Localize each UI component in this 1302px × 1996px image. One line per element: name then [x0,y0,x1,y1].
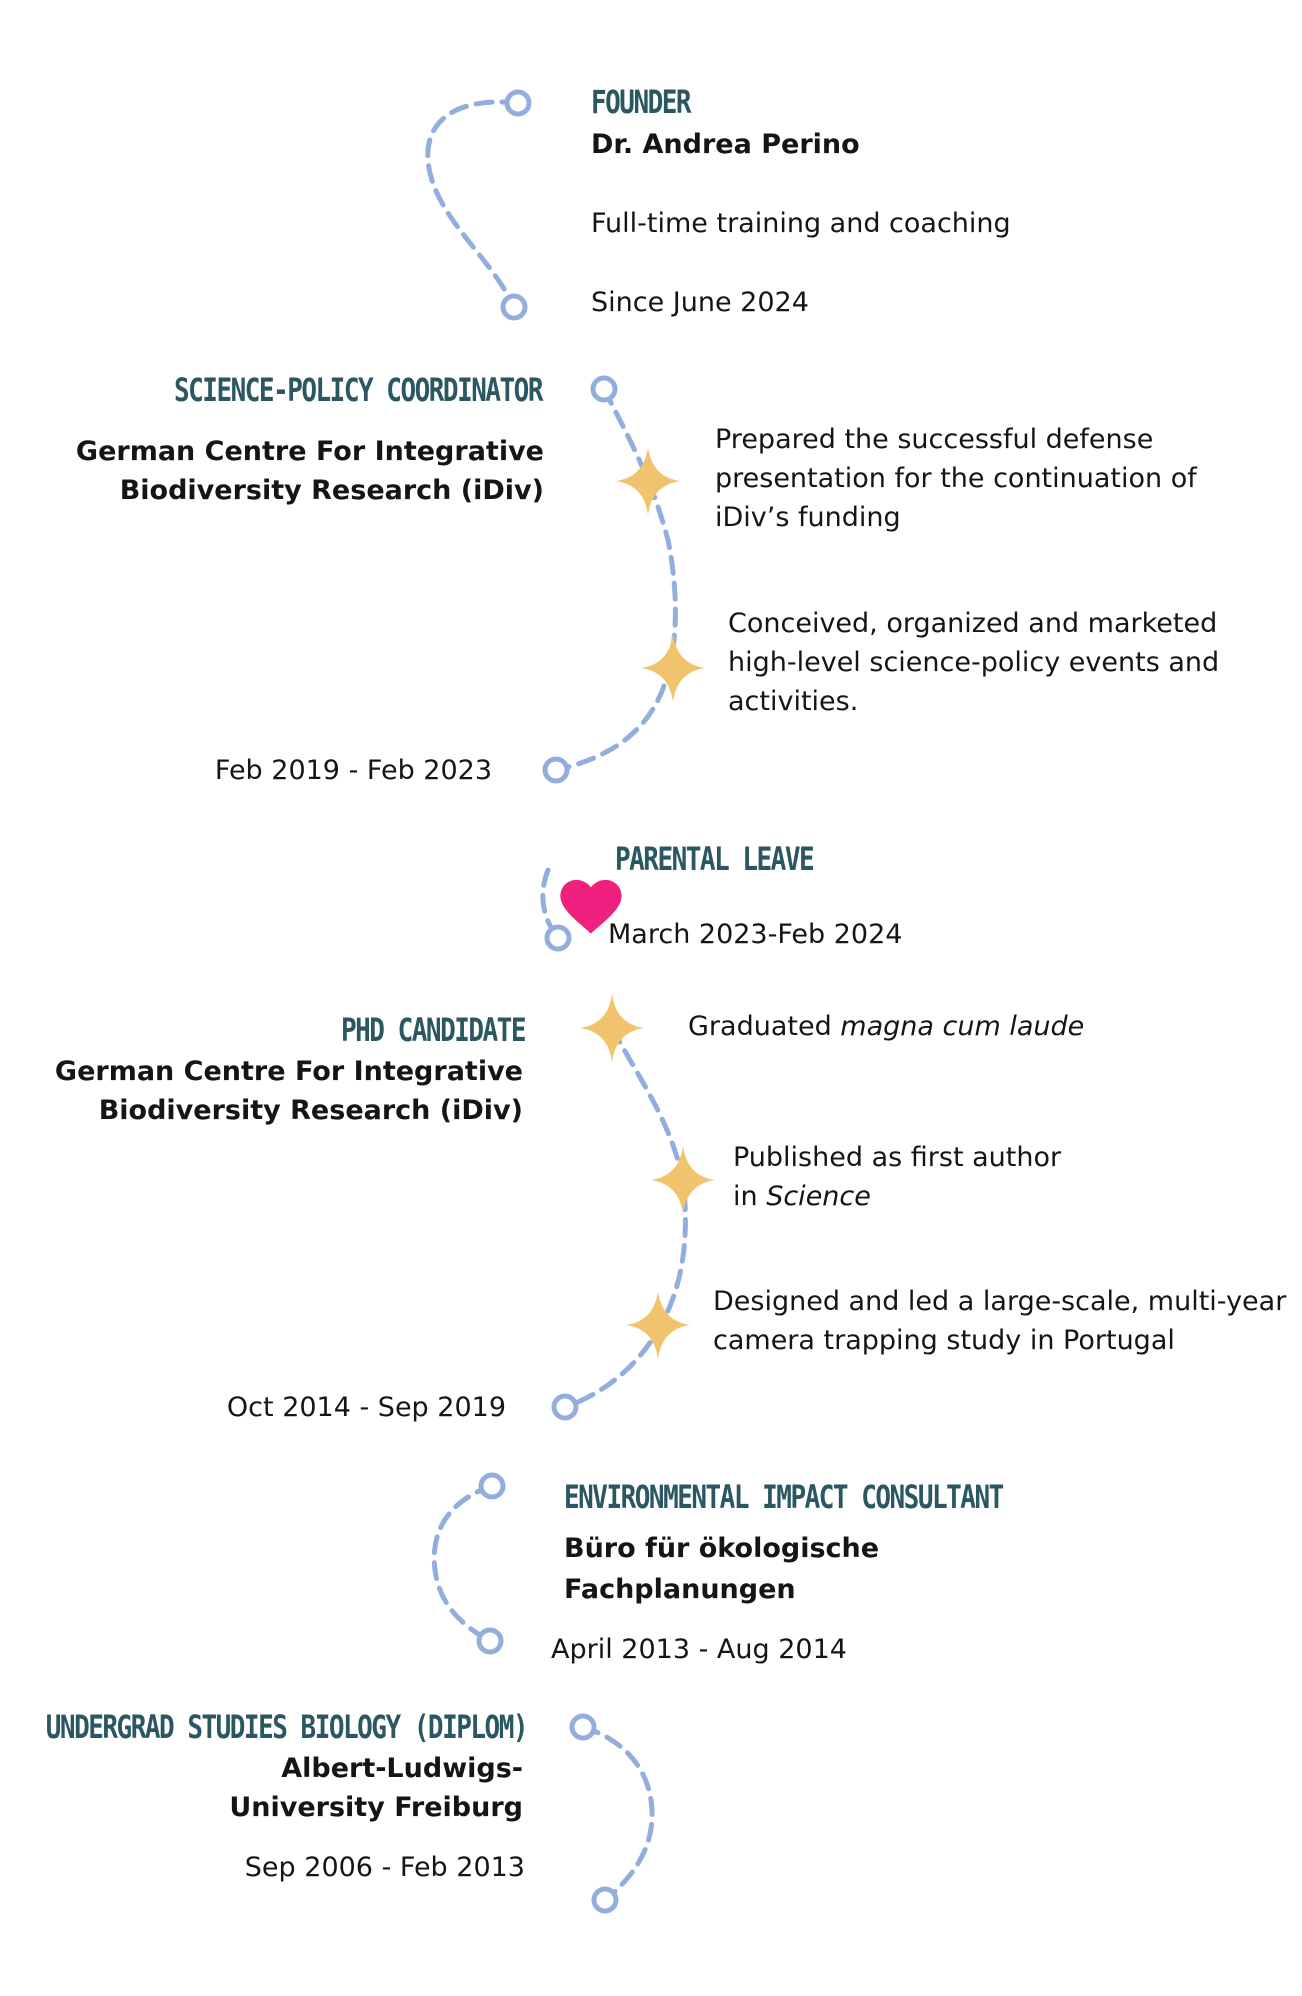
phd-highlight-3 [713,1282,1286,1360]
highlight-line: Conceived, organized and marketed [728,608,1218,639]
phd-date: Oct 2014 - Sep 2019 [226,1392,506,1423]
path-phd [565,1028,685,1407]
founder-name: Dr. Andrea Perino [591,129,860,160]
highlight-text: in [733,1181,767,1212]
highlight-italic: Science [766,1181,871,1212]
parental-leave-role: PARENTAL LEAVE [615,842,814,879]
highlight-italic: magna cum laude [840,1011,1085,1042]
node-circle-icon [594,1889,616,1911]
undergrad-date: Sep 2006 - Feb 2013 [244,1852,525,1883]
environmental-date: April 2013 - Aug 2014 [551,1634,847,1665]
phd-org-line2: Biodiversity Research (iDiv) [98,1095,523,1126]
highlight-line: camera trapping study in Portugal [713,1325,1175,1356]
star-icon [641,634,705,702]
phd-org-line1: German Centre For Integrative [54,1056,523,1087]
undergrad-org [229,1749,523,1827]
path-undergrad [583,1727,652,1900]
node-circle-icon [479,1630,501,1652]
star-icon [651,1146,715,1214]
science-policy-role: SCIENCE-POLICY COORDINATOR [174,373,542,410]
highlight-text: Graduated [688,1011,841,1042]
environmental-org-line1: Büro für ökologische [564,1533,880,1564]
node-circle-icon [481,1475,503,1497]
founder-role: FOUNDER [591,85,691,122]
science-policy-org-line1: German Centre For Integrative [75,436,544,467]
path-science-policy [556,389,675,770]
highlight-line: high-level science-policy events and [728,647,1220,678]
phd-org [55,1052,523,1130]
star-icon [580,994,644,1062]
highlight-line [733,1177,1061,1216]
parental-leave-date: March 2023-Feb 2024 [608,919,903,950]
highlight-line: activities. [728,686,859,717]
highlight-line: Prepared the successful defense [715,424,1154,455]
highlight-line: iDiv’s funding [715,502,901,533]
environmental-role: ENVIRONMENTAL IMPACT CONSULTANT [564,1480,1003,1517]
undergrad-org-line2: University Freiburg [229,1792,523,1823]
phd-role: PHD CANDIDATE [341,1013,525,1050]
highlight-line: Published as first author [733,1142,1062,1173]
science-policy-highlight-2 [728,604,1219,721]
undergrad-role: UNDERGRAD STUDIES BIOLOGY (DIPLOM) [45,1710,527,1747]
node-circle-icon [572,1716,594,1738]
highlight-line: Designed and led a large-scale, multi-year [713,1286,1287,1317]
undergrad-org-line1: Albert-Ludwigs- [281,1753,523,1784]
node-circle-icon [554,1396,576,1418]
star-icon [626,1291,690,1359]
node-circle-icon [593,378,615,400]
science-policy-date: Feb 2019 - Feb 2023 [214,755,492,786]
node-circle-icon [507,92,529,114]
environmental-org [564,1528,879,1610]
phd-highlight-1 [688,1007,1084,1046]
phd-highlight-2 [733,1138,1061,1216]
environmental-org-line2: Fachplanungen [564,1574,796,1605]
path-founder [428,102,518,307]
highlight-line: presentation for the continuation of [715,463,1197,494]
node-circle-icon [545,759,567,781]
path-environmental [434,1486,492,1641]
science-policy-org-line2: Biodiversity Research (iDiv) [119,475,544,506]
science-policy-highlight-1 [715,420,1197,537]
star-icon [616,447,680,515]
node-circle-icon [547,927,569,949]
node-circle-icon [503,296,525,318]
founder-description: Full-time training and coaching [591,208,1011,239]
science-policy-org [76,432,544,510]
founder-date: Since June 2024 [591,287,809,318]
